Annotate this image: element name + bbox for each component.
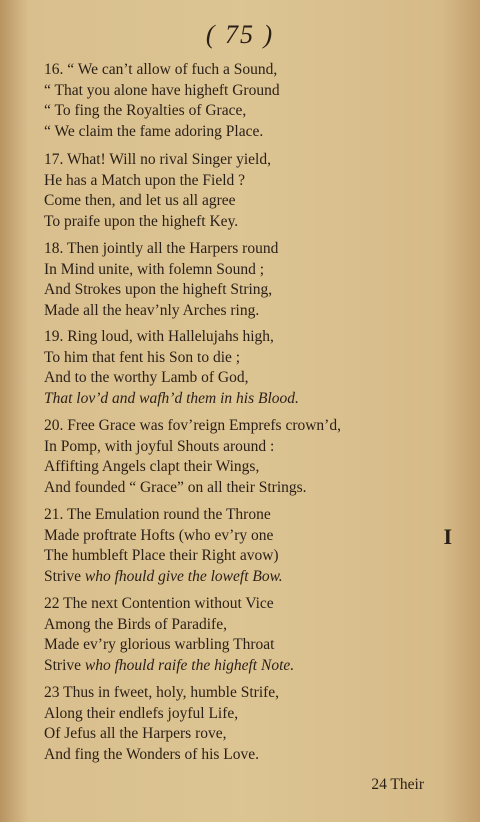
verse-line: “ To fing the Royalties of Grace, [44,102,247,120]
catchword: 24 Their [371,776,424,793]
verse-line: To praife upon the higheft Key. [44,212,239,230]
verse-line-final [44,656,464,677]
verse-line: Made all the heav’nly Arches ring. [44,301,260,319]
verse-line: Affifting Angels clapt their Wings, [44,458,260,476]
stanza-20 [44,416,464,498]
verse-line: 16. “ We can’t allow of fuch a Sound, [44,61,278,78]
verse-line: 17. What! Will no rival Singer yield, [44,151,271,168]
verse-line: 19. Ring loud, with Hallelujahs high, [44,328,274,345]
verse-line: 23 Thus in fweet, holy, humble Strife, [44,684,280,701]
verse-line: And fing the Wonders of his Love. [44,745,260,763]
verse-line-final [44,567,464,588]
verse-line: “ We claim the fame adoring Place. [44,122,264,140]
verse-line: The humbleft Place their Right avow) [44,547,279,565]
verse-line: Come then, and let us all agree [44,192,236,210]
verse-line: Among the Birds of Paradife, [44,615,227,633]
verse-line: Of Jefus all the Harpers rove, [44,725,227,743]
verse-line-italic-part: who fhould give the loweft Bow. [84,567,283,585]
verse-line: In Pomp, with joyful Shouts around : [44,437,275,455]
stanza-22 [44,594,464,676]
stanza-18 [44,239,464,321]
verse-line-final [44,389,464,410]
verse-line: And Strokes upon the higheft String, [44,281,273,299]
margin-mark: I [443,524,452,549]
verse-line: Made ev’ry glorious warbling Throat [44,636,275,654]
verse-line: 18. Then jointly all the Harpers round [44,240,279,257]
verse-line: In Mind unite, with folemn Sound ; [44,260,265,278]
verse-line-italic-part: That lov’d and wafh’d them in his Blood. [44,389,299,407]
verse-line-plain-part: Strive [44,656,85,674]
stanza-17 [44,150,464,232]
verse-line: He has a Match upon the Field ? [44,171,246,189]
stanza-16 [44,60,464,142]
verse-line: And founded “ Grace” on all their Strings. [44,478,307,496]
verse-line: 22 The next Contention without Vice [44,595,274,612]
verse-line: And to the worthy Lamb of God, [44,369,249,387]
stanza-19 [44,327,464,409]
verse-line: Along their endlefs joyful Life, [44,704,239,722]
verse-line: 21. The Emulation round the Throne [44,506,271,523]
verse-line-italic-part: who fhould raife the higheft Note. [84,656,295,674]
verse-line-plain-part: Strive [44,567,85,585]
verse-line: 20. Free Grace was fov’reign Emprefs crown’d, [44,417,341,434]
verse-line: Made proftrate Hofts (who ev’ry one [44,526,274,544]
page-number: ( 75 ) [205,20,275,49]
verse-line: “ That you alone have higheft Ground [44,81,280,99]
stanza-23 [44,683,464,765]
verse-line: To him that fent his Son to die ; [44,348,241,366]
stanza-21 [44,505,464,587]
